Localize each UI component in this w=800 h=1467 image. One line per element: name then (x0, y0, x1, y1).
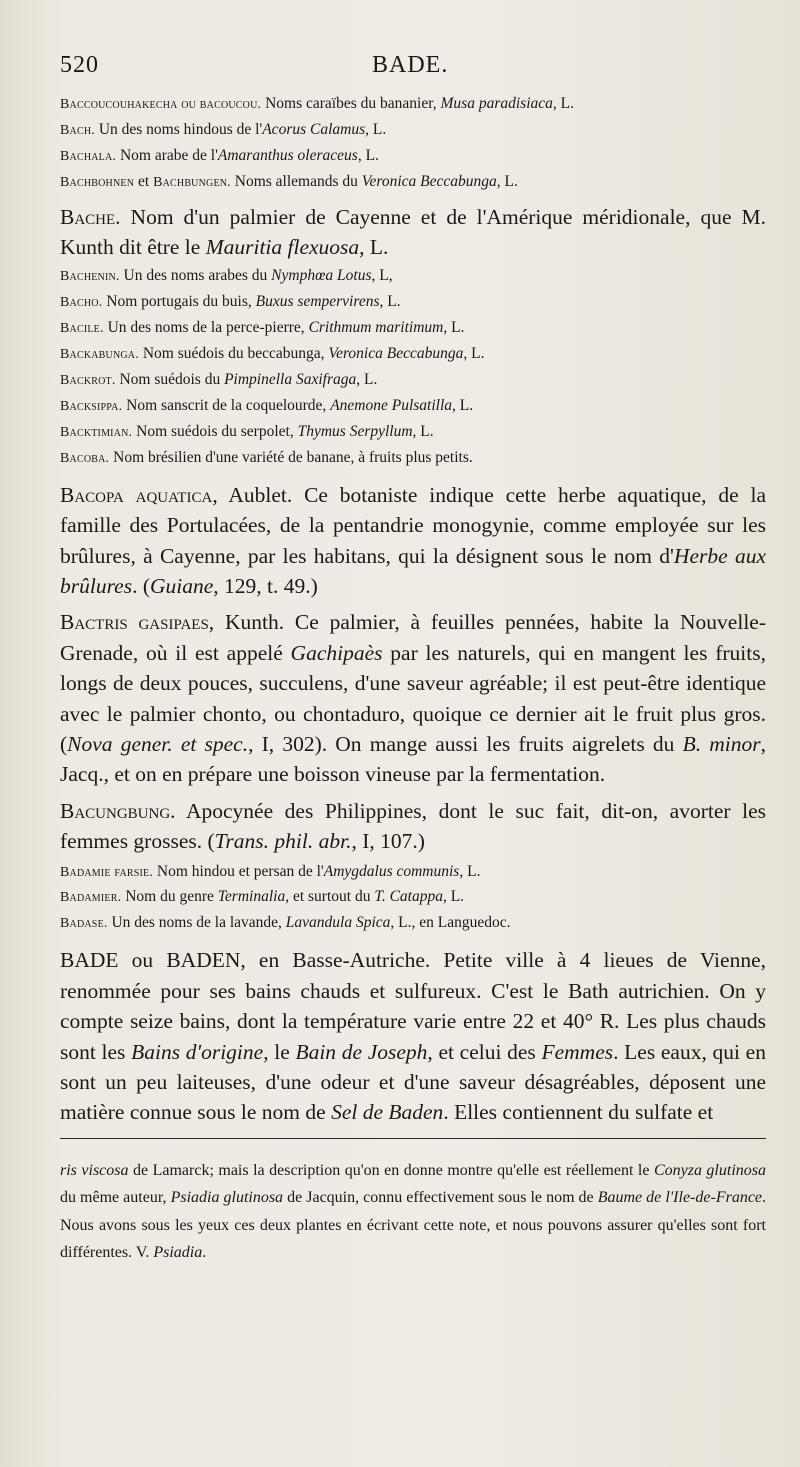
entry-text: , L. (357, 146, 379, 164)
entry-headword: Bache. (60, 204, 121, 229)
entry-reference: Trans. phil. abr. (214, 829, 352, 854)
entry-text: Nom suédois du beccabunga, (138, 345, 329, 363)
entry-bacungbung (60, 796, 766, 857)
entry-text: , L. (452, 396, 474, 414)
entry-reference: Guiane (150, 573, 214, 598)
entry-latin-name: Veronica Beccabunga (361, 172, 497, 190)
entry-text: Nom brésilien d'une variété de banane, à fruits plus petits. (109, 448, 473, 466)
entry-bacile (60, 316, 766, 342)
entry-bacopa (60, 480, 766, 602)
entry-latin-name: B. minor (682, 731, 761, 756)
entry-text: Nom suédois du serpolet, (132, 422, 298, 440)
entry-text: par les naturels, qui en mangent les fruits, longs de deux pouces, succulens, d'une saveur agréable; il est peut-être identique avec le palmier chonto, ou chontaduro, quoique ce dernier ait le fruit plus gros. ( (60, 640, 766, 756)
footnote-cross-reference: Psiadia (153, 1244, 203, 1262)
entry-headword: Backabunga. (60, 347, 139, 363)
entry-text: , L. (442, 888, 465, 906)
entry-text: , et surtout du (285, 888, 375, 906)
entry-text: , L. (459, 862, 481, 880)
entry-bacoba (60, 446, 766, 472)
entry-text: , 129, t. 49.) (213, 573, 318, 598)
entry-headword: Bachbungen. (153, 174, 231, 190)
entry-text: . Les eaux, qui en sont un peu laiteuses, d'une odeur et d'une saveur désagréables, déposent une matière connue sous le nom de (60, 1039, 766, 1125)
entry-text: Nom suédois du (115, 371, 225, 389)
entry-text: , L. (379, 293, 401, 311)
entry-badamie-farsie (60, 860, 766, 886)
entry-headword: Backtimian. (60, 424, 133, 440)
entry-text: Un des noms de la lavande, (107, 914, 286, 932)
entry-text: Noms allemands du (230, 172, 362, 190)
entry-latin-name: Veronica Beccabunga (328, 345, 464, 363)
entry-text: Nom hindou et persan de l' (153, 862, 324, 880)
entry-text: Nom arabe de l' (116, 146, 218, 164)
entry-text: , L. (463, 345, 485, 363)
entry-latin-name: Acorus Calamus (262, 120, 366, 138)
entry-latin-name: Musa paradisiaca (440, 95, 553, 112)
entry-headword: Bacopa aquatica (60, 482, 213, 507)
entry-headword: Bacho. (60, 295, 103, 311)
entry-headword: Backrot. (60, 373, 116, 389)
entry-text: , L, (371, 267, 393, 285)
entry-text: , L. (496, 172, 518, 190)
entry-latin-name: Nymphœa Lotus (271, 267, 372, 285)
entry-italic-text: Herbe aux brûlures (60, 543, 766, 598)
entry-text: , en Basse-Autriche. Petite ville à 4 lieues de Vienne, renommée pour ses bains chauds et sulfureux. C'est le Bath autrichien. On y compte seize bains, dont la température varie entre 22 et 40° R. Les plus chauds sont les (60, 948, 766, 1064)
footnote-text: du même auteur, (60, 1189, 171, 1207)
entry-text: et (134, 172, 154, 190)
entry-reference: Nova gener. et spec. (67, 731, 249, 756)
entry-text: , L. (365, 120, 387, 138)
entry-bachala (60, 144, 766, 170)
entry-latin-name: T. Catappa (374, 888, 443, 906)
entry-bade (60, 945, 766, 1127)
entry-backsippa (60, 394, 766, 420)
entry-text: , Kunth. Ce palmier, à feuilles pennées, habite la Nouvelle-Grenade, où il est appelé (60, 610, 766, 665)
entry-italic-text: Gachipaès (290, 640, 383, 665)
entry-text: , L. (412, 422, 434, 440)
entry-bachbohnen (60, 170, 766, 196)
entry-headword: Backsippa. (60, 398, 123, 414)
entry-latin-name: Mauritia flexuosa (205, 235, 360, 260)
entry-headword: Bacoba. (60, 450, 110, 466)
entry-latin-name: Terminalia (217, 888, 286, 906)
footnote-latin-name: Psiadia glutinosa (170, 1189, 284, 1207)
entry-baccoucouhakecha (60, 92, 766, 118)
entry-backrot (60, 368, 766, 394)
entry-text: Noms caraïbes du bananier, (261, 95, 441, 112)
entry-latin-name: Pimpinella Saxifraga (224, 371, 357, 389)
entry-latin-name: Amaranthus oleraceus (217, 146, 358, 164)
entry-text: , Aublet. Ce botaniste indique cette herbe aquatique, de la famille des Portulacées, de la pentandrie monogynie, comme employée sur les brûlures, à Cayenne, par les habitans, qui la désignent sous le nom d' (60, 482, 766, 568)
entry-headword: Badase. (60, 916, 108, 932)
entry-latin-name: Amygdalus communis (323, 862, 460, 880)
entry-text: Un des noms de la perce-pierre, (103, 319, 309, 337)
footnote-text: de Jacquin, connu effectivement sous le nom de (283, 1189, 598, 1207)
entry-text: Apocynée des Philippines, dont le suc fait, dit-on, avorter les femmes grosses. ( (60, 798, 766, 854)
entry-latin-name: Anemone Pulsatilla (330, 396, 453, 414)
footnote-text: . Nous avons sous les yeux ces deux plantes en écrivant cette note, et nous pouvons assurer qu'elles sont fort différentes. V. (60, 1189, 767, 1262)
footnote-text: de Lamarck; mais la description qu'on en donne montre qu'elle est réellement le (128, 1161, 654, 1179)
entry-bactris (60, 607, 766, 789)
page-header (60, 52, 766, 84)
entry-backabunga (60, 342, 766, 368)
entry-text: , L., en Languedoc. (390, 914, 511, 932)
entry-headword: Bachenin. (60, 269, 120, 285)
entry-text: , L. (356, 371, 378, 389)
entry-text: , L. (443, 319, 465, 337)
entry-headword: Badamie farsie. (60, 864, 154, 880)
entry-bacho (60, 290, 766, 316)
footnote (60, 1157, 766, 1267)
footnote-italic-text: Baume de l'Ile-de-France (597, 1189, 763, 1207)
entry-text: Nom du genre (121, 888, 218, 906)
entry-latin-name: Lavandula Spica (285, 914, 391, 932)
entry-headword: BADE ou BADEN (60, 948, 241, 973)
entry-italic-text: Sel de Baden (331, 1100, 444, 1125)
footnote-divider (60, 1138, 766, 1139)
entry-text: , Jacq., et on en prépare une boisson vineuse par la fermentation. (60, 731, 767, 787)
entry-text: Nom portugais du buis, (102, 293, 256, 311)
entry-italic-text: Bain de Joseph (295, 1039, 428, 1064)
footnote-latin-name: ris viscosa (60, 1161, 129, 1179)
entry-text: Nom sanscrit de la coquelourde, (122, 396, 331, 414)
entry-italic-text: Femmes (541, 1039, 614, 1064)
entry-bache (60, 202, 766, 263)
entry-headword: Badamier. (60, 890, 122, 906)
footnote-text: . (202, 1244, 207, 1262)
entry-headword: Bacile. (60, 321, 104, 337)
entry-text: , L. (359, 235, 389, 260)
entry-headword: Bachbohnen (60, 174, 135, 190)
entry-text: . ( (132, 573, 150, 598)
entry-latin-name: Crithmum maritimum (308, 319, 444, 337)
entry-badase (60, 911, 766, 937)
entry-text: Un des noms arabes du (119, 267, 272, 285)
entry-text: , I, 107.) (351, 829, 425, 854)
entry-headword: Bach. (60, 122, 95, 138)
entry-latin-name: Buxus sempervirens (255, 293, 380, 311)
entry-text: , L. (552, 95, 574, 112)
entry-text: . Elles contiennent du sulfate et (443, 1100, 714, 1125)
entry-headword: Baccoucouhakecha ou bacoucou. (60, 97, 262, 112)
entry-italic-text: Bains d'origine (131, 1039, 264, 1064)
entry-bachenin (60, 264, 766, 290)
entry-headword: Bactris gasipaes (60, 610, 209, 635)
entry-text: Nom d'un palmier de Cayenne et de l'Amérique méridionale, que M. Kunth dit être le (60, 204, 766, 260)
entry-text: , et celui des (427, 1039, 542, 1064)
entry-headword: Bachala. (60, 148, 117, 164)
entry-badamier (60, 885, 766, 911)
page-number: 520 (60, 52, 99, 78)
entry-text: , I, 302). On mange aussi les fruits aigrelets du (248, 731, 683, 756)
entry-latin-name: Thymus Serpyllum (297, 422, 413, 440)
entry-text: Un des noms hindous de l' (94, 120, 263, 138)
entry-bach (60, 118, 766, 144)
running-head: BADE. (372, 52, 449, 78)
entry-headword: Bacungbung. (60, 798, 176, 823)
entry-backtimian (60, 420, 766, 446)
footnote-latin-name: Conyza glutinosa (653, 1161, 766, 1179)
dictionary-entries (60, 92, 766, 1128)
entry-text: , le (263, 1039, 296, 1064)
